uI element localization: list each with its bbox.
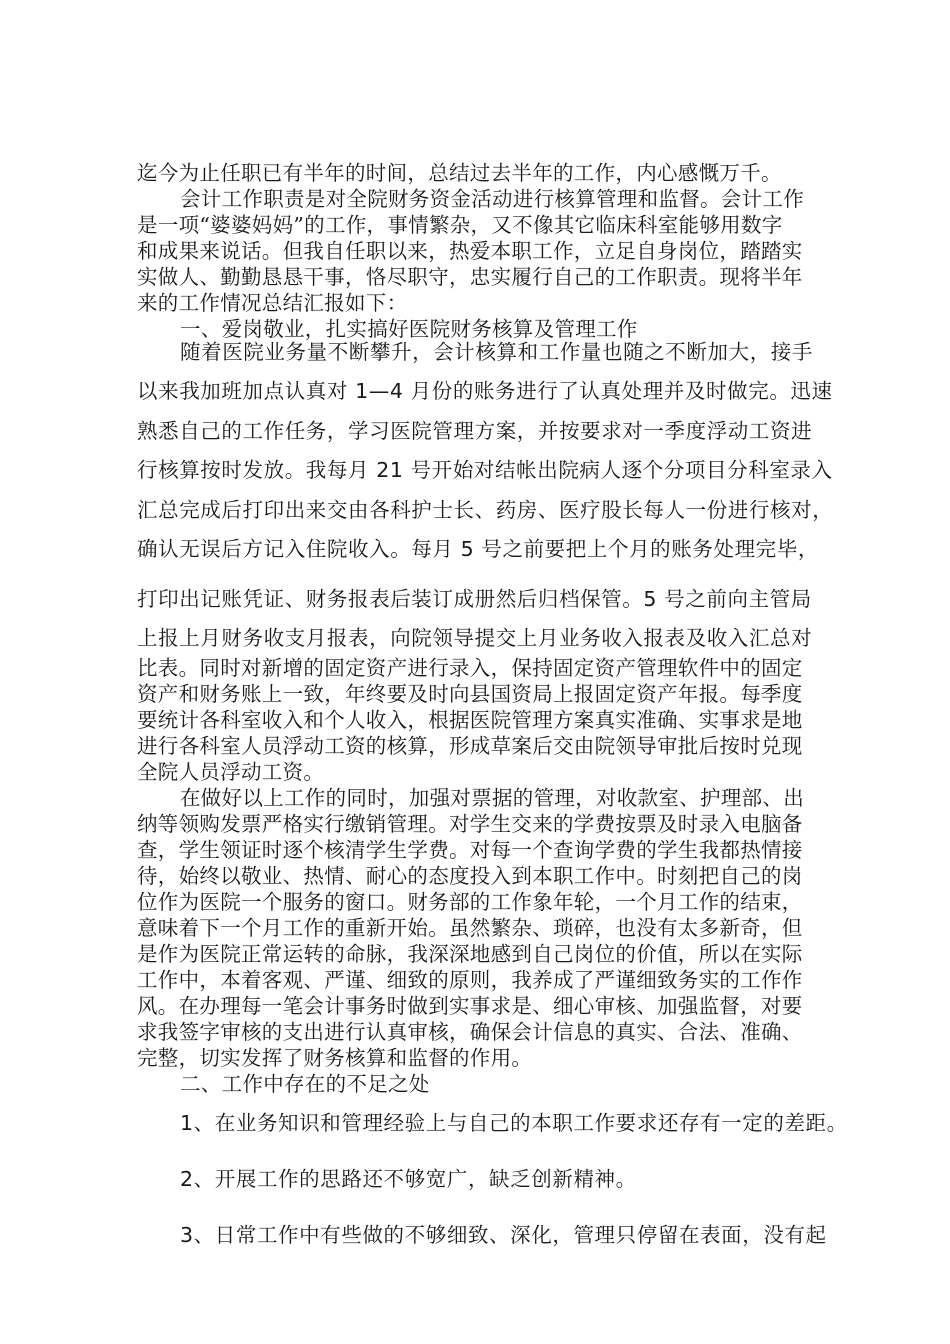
- body-line: 在做好以上工作的同时，加强对票据的管理，对收款室、护理部、出: [180, 786, 804, 810]
- body-line: 工作中，本着客观、严谨、细致的原则，我养成了严谨细致务实的工作作: [137, 968, 803, 992]
- body-line: 汇总完成后打印出来交由各科护士长、药房、医疗股长每人一份进行核对，: [137, 498, 834, 522]
- body-line: 和成果来说话。但我自任职以来，热爱本职工作，立足自身岗位，踏踏实: [137, 239, 803, 263]
- body-line: 迄今为止任职已有半年的时间，总结过去半年的工作，内心感慨万千。: [137, 161, 782, 185]
- list-item: 1、在业务知识和管理经验上与自己的本职工作要求还存有一定的差距。: [180, 1111, 848, 1135]
- body-line: 纳等领购发票严格实行缴销管理。对学生交来的学费按票及时录入电脑备: [137, 812, 803, 836]
- body-line: 确认无误后方记入住院收入。每月 5 号之前要把上个月的账务处理完毕，: [137, 537, 819, 561]
- body-line: 是一项“婆婆妈妈”的工作，事情繁杂，又不像其它临床科室能够用数字: [137, 213, 783, 237]
- body-line: 进行各科室人员浮动工资的核算，形成草案后交由院领导审批后按时兑现: [137, 734, 803, 758]
- list-item: 3、日常工作中有些做的不够细致、深化，管理只停留在表面，没有起: [180, 1223, 827, 1247]
- body-line: 来的工作情况总结汇报如下：: [137, 291, 408, 315]
- body-line: 熟悉自己的工作任务，学习医院管理方案，并按要求对一季度浮动工资进: [137, 419, 813, 443]
- body-line: 以来我加班加点认真对 1—4 月份的账务进行了认真处理并及时做完。迅速: [137, 379, 833, 403]
- body-line: 查，学生领证时逐个核清学生学费。对每一个查询学费的学生我都热情接: [137, 838, 803, 862]
- body-line: 随着医院业务量不断攀升，会计核算和工作量也随之不断加大，接手: [180, 340, 813, 364]
- body-line: 实做人、勤勤恳恳干事，恪尽职守，忠实履行自己的工作职责。现将半年: [137, 265, 803, 289]
- body-line: 上报上月财务收支月报表，向院领导提交上月业务收入报表及收入汇总对: [137, 626, 813, 650]
- body-line: 行核算按时发放。我每月 21 号开始对结帐出院病人逐个分项目分科室录入: [137, 458, 833, 482]
- body-line: 打印出记账凭证、财务报表后装订成册然后归档保管。5 号之前向主管局: [137, 587, 812, 611]
- body-line: 比表。同时对新增的固定资产进行录入，保持固定资产管理软件中的固定: [137, 656, 803, 680]
- body-line: 位作为医院一个服务的窗口。财务部的工作象年轮，一个月工作的结束，: [137, 890, 803, 914]
- body-line: 求我签字审核的支出进行认真审核，确保会计信息的真实、合法、准确、: [137, 1020, 803, 1044]
- body-line: 会计工作职责是对全院财务资金活动进行核算管理和监督。会计工作: [180, 187, 804, 211]
- body-line: 资产和财务账上一致，年终要及时向县国资局上报固定资产年报。每季度: [137, 682, 803, 706]
- body-line: 待，始终以敬业、热情、耐心的态度投入到本职工作中。时刻把自己的岗: [137, 864, 803, 888]
- list-item: 2、开展工作的思路还不够宽广，缺乏创新精神。: [180, 1167, 637, 1191]
- section-heading-2: 二、工作中存在的不足之处: [180, 1072, 430, 1096]
- body-line: 是作为医院正常运转的命脉，我深深地感到自己岗位的价值，所以在实际: [137, 942, 803, 966]
- body-line: 完整，切实发挥了财务核算和监督的作用。: [137, 1046, 533, 1070]
- body-line: 全院人员浮动工资。: [137, 760, 325, 784]
- body-line: 风。在办理每一笔会计事务时做到实事求是、细心审核、加强监督，对要: [137, 994, 803, 1018]
- body-line: 意味着下一个月工作的重新开始。虽然繁杂、琐碎，也没有太多新奇，但: [137, 916, 803, 940]
- section-heading-1: 一、爱岗敬业，扎实搞好医院财务核算及管理工作: [180, 317, 638, 341]
- body-line: 要统计各科室收入和个人收入，根据医院管理方案真实准确、实事求是地: [137, 708, 803, 732]
